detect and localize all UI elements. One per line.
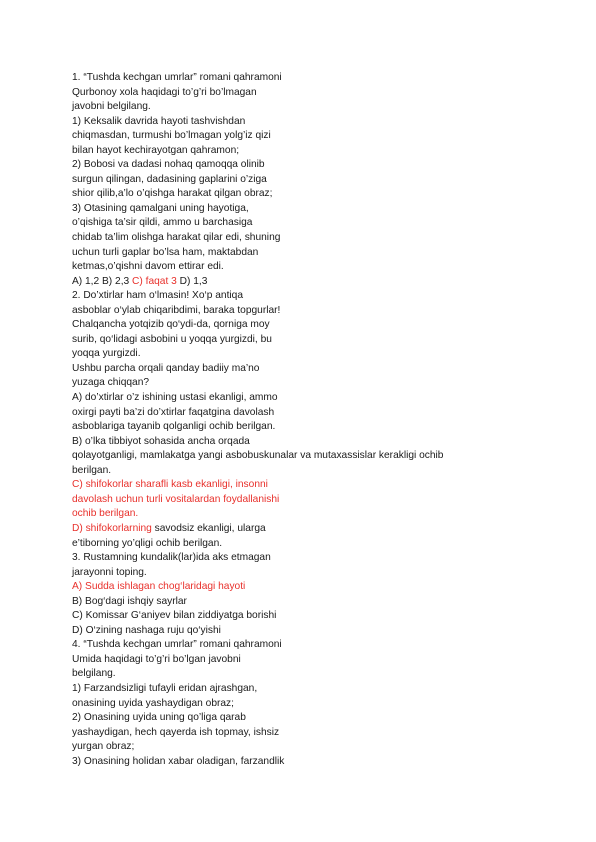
text-segment: Qurbonoy xola haqidagi to’g’ri bo’lmagan <box>72 86 257 98</box>
text-line <box>72 275 443 290</box>
text-line <box>72 362 443 377</box>
text-line <box>72 464 443 479</box>
text-segment: 1) Farzandsizligi tufayli eridan ajrashgan, <box>72 682 258 694</box>
text-line <box>72 609 443 624</box>
text-segment: oxirgi payti ba’zi do’xtirlar faqatgina davolash <box>72 406 275 418</box>
text-segment: savodsiz ekanligi, ularga <box>151 522 266 534</box>
highlighted-answer-text: D) shifokorlarning <box>72 522 152 534</box>
text-segment: surgun qilingan, dadasining gaplarini o’ziga <box>72 173 267 185</box>
text-segment: 2) Bobosi va dadasi nohaq qamoqqa olinib <box>72 159 265 171</box>
text-line <box>72 711 443 726</box>
text-line <box>72 449 443 464</box>
text-segment: shior qilib,a’lo o’qishga harakat qilgan obraz; <box>72 188 273 200</box>
text-line <box>72 507 443 522</box>
text-segment: chidab ta’lim olishga harakat qilar edi, shuning <box>72 232 281 244</box>
text-line <box>72 173 443 188</box>
text-line <box>72 216 443 231</box>
text-line <box>72 100 443 115</box>
text-line <box>72 289 443 304</box>
text-segment: qolayotganligi, mamlakatga yangi asbobuskunalar va mutaxassislar kerakligi ochib <box>72 450 444 462</box>
text-line <box>72 740 443 755</box>
text-segment: bilan hayot kechirayotgan qahramon; <box>72 144 240 156</box>
highlighted-answer-text: C) faqat 3 <box>132 275 177 287</box>
text-line <box>72 86 443 101</box>
text-line <box>72 231 443 246</box>
text-line <box>72 129 443 144</box>
text-segment: yuzaga chiqqan? <box>72 377 150 389</box>
text-line <box>72 667 443 682</box>
text-line <box>72 726 443 741</box>
text-segment: Umida haqidagi to’g’ri bo’lgan javobni <box>72 653 241 665</box>
text-segment: e’tiborning yo’qligi ochib berilgan. <box>72 537 223 549</box>
text-segment: asboblariga tayanib qolganligi ochib berilgan. <box>72 421 276 433</box>
text-line <box>72 187 443 202</box>
text-line <box>72 71 443 86</box>
text-line <box>72 638 443 653</box>
text-line <box>72 406 443 421</box>
text-segment: 4. “Tushda kechgan umrlar” romani qahramoni <box>72 639 282 651</box>
text-line <box>72 202 443 217</box>
text-line <box>72 697 443 712</box>
text-line <box>72 115 443 130</box>
text-segment: onasining uyida yashaydigan obraz; <box>72 697 234 709</box>
text-line <box>72 347 443 362</box>
text-segment: o’qishiga ta’sir qildi, ammo u barchasiga <box>72 217 253 229</box>
text-segment: 2) Onasining uyida uning qo’liga qarab <box>72 712 246 724</box>
text-segment: ketmas,o’qishni davom ettirar edi. <box>72 261 224 273</box>
text-segment: Ushbu parcha orqali qanday badiiy ma’no <box>72 362 260 374</box>
highlighted-answer-text: davolash uchun turli vositalardan foydallanishi <box>72 493 280 505</box>
document-text <box>72 71 443 769</box>
text-line <box>72 551 443 566</box>
text-line <box>72 537 443 552</box>
text-line <box>72 653 443 668</box>
text-segment: asboblar o‘ylab chiqaribdimi, baraka topgurlar! <box>72 304 281 316</box>
text-line <box>72 333 443 348</box>
text-line <box>72 420 443 435</box>
text-segment: 1) Keksalik davrida hayoti tashvishdan <box>72 115 246 127</box>
highlighted-answer-text: C) shifokorlar sharafli kasb ekanligi, insonni <box>72 479 268 491</box>
text-line <box>72 260 443 275</box>
text-segment: yoqqa yurgizdi. <box>72 348 141 360</box>
text-line <box>72 580 443 595</box>
text-line <box>72 376 443 391</box>
text-line <box>72 158 443 173</box>
text-segment: yurgan obraz; <box>72 741 135 753</box>
text-line <box>72 595 443 610</box>
text-segment: berilgan. <box>72 464 112 476</box>
text-segment: 1. “Tushda kechgan umrlar” romani qahramoni <box>72 72 282 83</box>
text-segment: surib, qo‘lidagi asbobini u yoqqa yurgizdi, bu <box>72 333 272 345</box>
text-segment: javobni belgilang. <box>72 101 151 113</box>
text-segment: yashaydigan, hech qayerda ish topmay, ishsiz <box>72 726 280 738</box>
text-segment: 3) Otasining qamalgani uning hayotiga, <box>72 202 249 214</box>
text-segment: belgilang. <box>72 668 116 680</box>
text-line <box>72 318 443 333</box>
text-line <box>72 478 443 493</box>
text-segment: A) do’xtirlar o’z ishining ustasi ekanligi, ammo <box>72 392 278 404</box>
text-segment: B) Bog‘dagi ishqiy sayrlar <box>72 595 187 607</box>
text-line <box>72 682 443 697</box>
highlighted-answer-text: A) Sudda ishlagan chog‘laridagi hayoti <box>72 581 246 593</box>
text-line <box>72 144 443 159</box>
text-line <box>72 522 443 537</box>
text-segment: jarayonni toping. <box>72 566 147 578</box>
text-segment: 3. Rustamning kundalik(lar)ida aks etmagan <box>72 552 271 564</box>
text-line <box>72 391 443 406</box>
text-segment: A) 1,2 B) 2,3 <box>72 275 133 287</box>
text-segment: chiqmasdan, turmushi bo’lmagan yolg’iz qizi <box>72 130 271 142</box>
text-segment: 3) Onasining holidan xabar oladigan, farzandlik <box>72 755 285 767</box>
text-segment: Chalqancha yotqizib qo‘ydi-da, qorniga moy <box>72 319 270 331</box>
text-segment: D) 1,3 <box>176 275 208 287</box>
text-segment: D) O‘zining nashaga ruju qo‘yishi <box>72 624 221 636</box>
text-line <box>72 624 443 639</box>
text-segment: B) o’lka tibbiyot sohasida ancha orqada <box>72 435 250 447</box>
text-segment: C) Komissar G‘aniyev bilan ziddiyatga borishi <box>72 610 277 622</box>
text-line <box>72 493 443 508</box>
text-line <box>72 755 443 770</box>
text-line <box>72 566 443 581</box>
text-line <box>72 246 443 261</box>
highlighted-answer-text: ochib berilgan. <box>72 508 139 520</box>
text-segment: uchun turli gaplar bo’lsa ham, maktabdan <box>72 246 259 258</box>
text-segment: 2. Do’xtirlar ham o‘lmasin! Xo‘p antiqa <box>72 290 243 302</box>
text-line <box>72 435 443 450</box>
text-line <box>72 304 443 319</box>
